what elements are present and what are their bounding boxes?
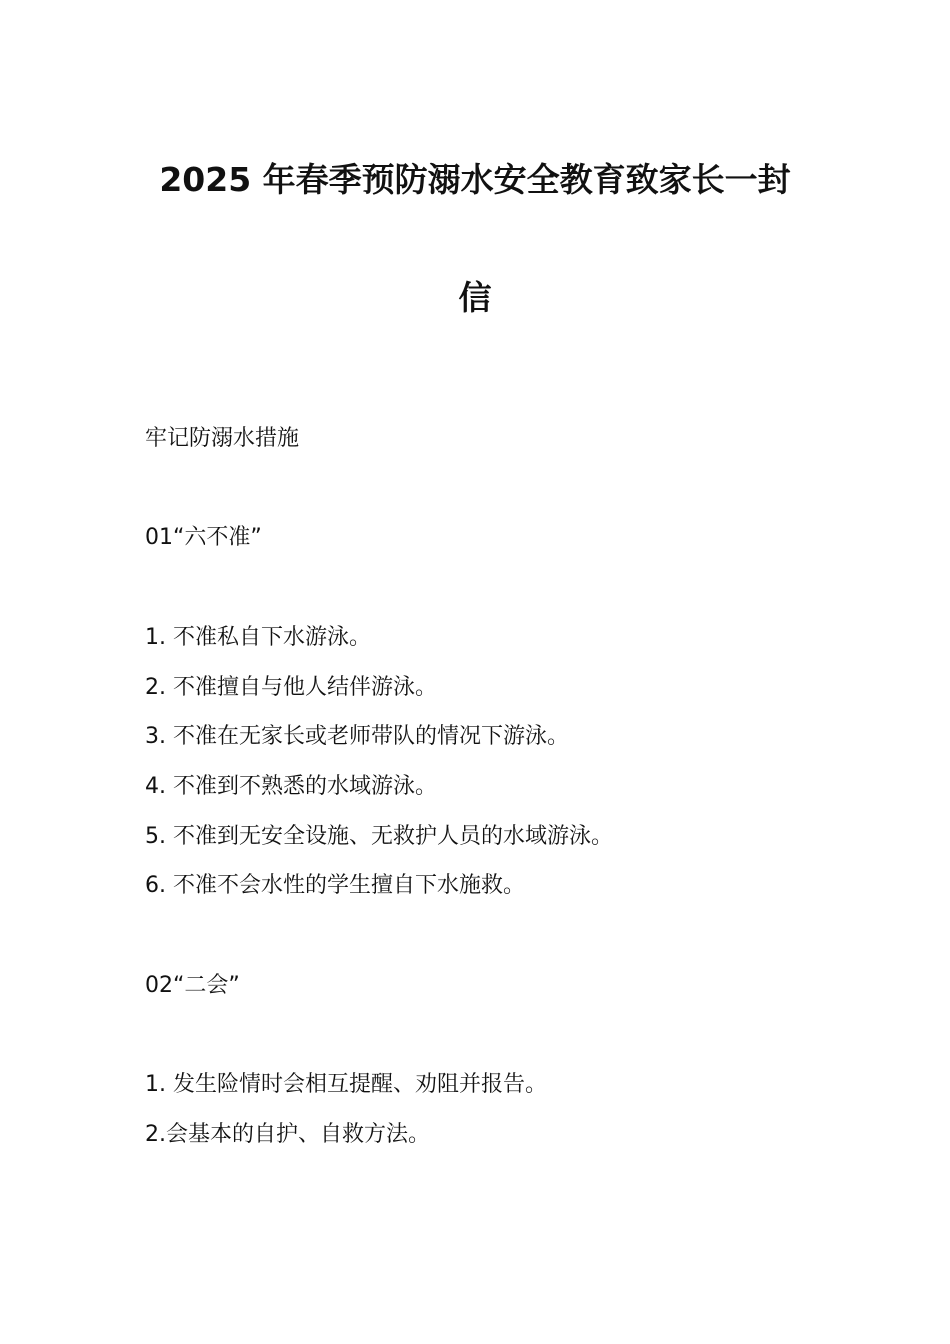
document-title-line-2: 信 xyxy=(458,278,492,317)
section-1-item-4: 4. 不准到不熟悉的水域游泳。 xyxy=(145,774,437,799)
section-1-item-3: 3. 不准在无家长或老师带队的情况下游泳。 xyxy=(145,724,569,749)
section-1-item-1: 1. 不准私自下水游泳。 xyxy=(145,625,371,650)
document-title-line-1: 2025 年春季预防溺水安全教育致家长一封 xyxy=(159,160,791,199)
section-1-item-2: 2. 不准擅自与他人结伴游泳。 xyxy=(145,675,437,700)
section-2-heading: 02“二会” xyxy=(145,973,240,998)
section-1-heading: 01“六不准” xyxy=(145,525,262,550)
section-2-item-1: 1. 发生险情时会相互提醒、劝阻并报告。 xyxy=(145,1072,547,1097)
section-1-item-6: 6. 不准不会水性的学生擅自下水施救。 xyxy=(145,873,525,898)
section-2-item-2: 2.会基本的自护、自救方法。 xyxy=(145,1122,430,1147)
intro-heading: 牢记防溺水措施 xyxy=(145,426,300,451)
section-1-item-5: 5. 不准到无安全设施、无救护人员的水域游泳。 xyxy=(145,824,613,849)
